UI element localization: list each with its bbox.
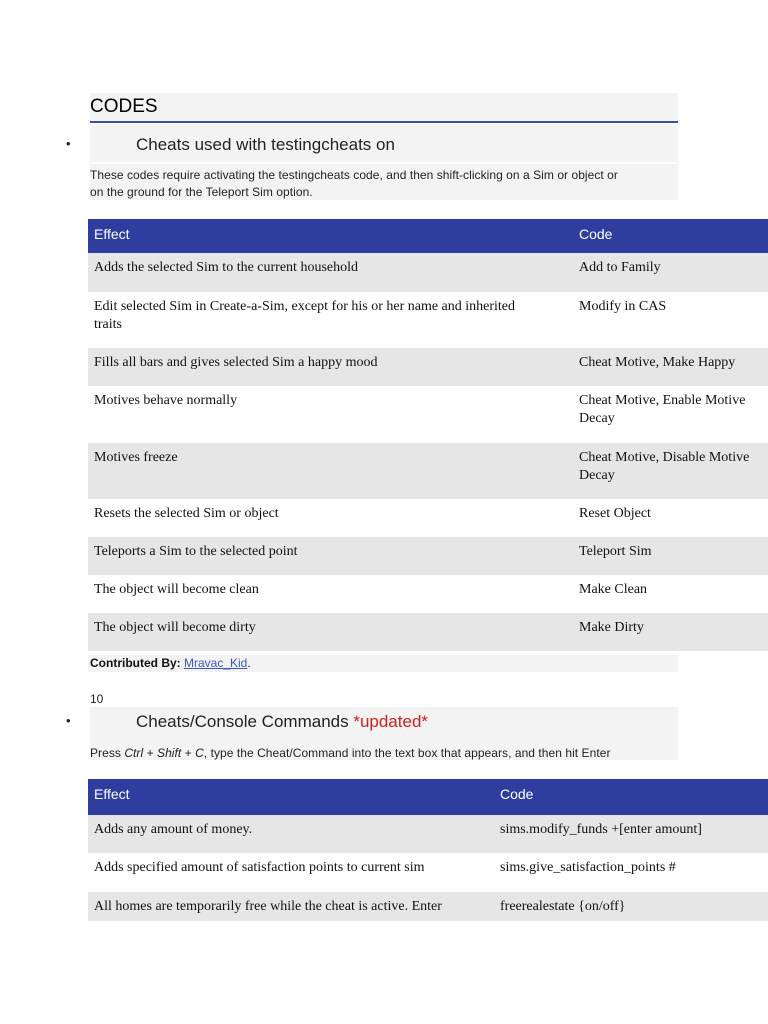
code-cell: [579, 354, 735, 372]
code-cell: [500, 898, 626, 916]
table-row: [88, 292, 768, 348]
contributed-suffix: .: [247, 656, 251, 670]
page-heading: CODES: [90, 95, 678, 123]
key-ctrl: Ctrl: [124, 746, 144, 760]
effect-line: Edit selected Sim in Create-a-Sim, except for his or her name and inherited: [94, 299, 516, 314]
code-line: Decay: [579, 411, 615, 426]
effect-line: The object will become clean: [94, 582, 259, 597]
code-line: Modify in CAS: [579, 299, 667, 314]
effect-cell: [94, 619, 256, 637]
effect-cell: [94, 259, 358, 277]
page-number: 10: [90, 692, 104, 706]
code-cell: [579, 392, 745, 428]
effect-line: Motives behave normally: [94, 393, 238, 408]
code-line: Cheat Motive, Disable Motive: [579, 450, 750, 465]
code-line: sims.give_satisfaction_points #: [500, 860, 676, 875]
code-line: Cheat Motive, Enable Motive: [579, 393, 746, 408]
effect-cell: [94, 505, 279, 523]
effect-cell: [94, 298, 515, 334]
effect-cell: [94, 898, 442, 916]
effect-cell: [94, 392, 237, 410]
section1-intro-line-1: These codes require activating the testingcheats code, and then shift-clicking on a Sim or object or: [90, 168, 618, 182]
code-line: freerealestate {on/off}: [500, 899, 626, 914]
effect-line: Adds specified amount of satisfaction points to current sim: [94, 860, 425, 875]
table-header: [88, 219, 768, 253]
effect-line: All homes are temporarily free while the cheat is active. Enter: [94, 899, 442, 914]
code-cell: [579, 543, 652, 561]
section1-title: Cheats used with testingcheats on: [136, 135, 395, 154]
code-line: Make Clean: [579, 582, 648, 597]
code-cell: [579, 449, 749, 485]
header-code: Code: [579, 226, 613, 242]
table-row: [88, 348, 768, 386]
effect-cell: [94, 581, 259, 599]
effect-line: The object will become dirty: [94, 620, 256, 635]
testingcheats-table: [88, 219, 768, 651]
contributor-link[interactable]: Mravac_Kid: [184, 656, 248, 670]
table-row: [88, 892, 768, 921]
effect-line: Motives freeze: [94, 450, 178, 465]
table-row: [88, 575, 768, 613]
section2-title-text: Cheats/Console Commands: [136, 712, 354, 731]
effect-line: Resets the selected Sim or object: [94, 506, 279, 521]
table-row: [88, 443, 768, 499]
intro-text: +: [181, 746, 196, 760]
section1-intro-line-2: on the ground for the Teleport Sim option.: [90, 185, 313, 199]
header-effect: Effect: [94, 786, 130, 802]
contributed-label: Contributed By:: [90, 656, 181, 670]
code-cell: [579, 581, 647, 599]
header-effect: Effect: [94, 226, 130, 242]
table-row: [88, 537, 768, 575]
key-c: C: [195, 746, 204, 760]
effect-cell: [94, 543, 298, 561]
table-header: [88, 779, 768, 815]
section2-title: [136, 712, 428, 732]
contributed-by: [90, 656, 251, 670]
code-cell: [579, 505, 651, 523]
bullet-marker: •: [66, 713, 71, 728]
intro-text: , type the Cheat/Command into the text box that appears, and then hit Enter: [203, 746, 611, 760]
section1-intro: [90, 167, 618, 201]
code-line: Cheat Motive, Make Happy: [579, 355, 736, 370]
code-cell: [579, 619, 644, 637]
effect-cell: [94, 449, 178, 467]
code-line: Reset Object: [579, 506, 651, 521]
effect-cell: [94, 859, 425, 877]
table-row: [88, 815, 768, 853]
code-line: Teleport Sim: [579, 544, 652, 559]
effect-line: Adds the selected Sim to the current household: [94, 260, 358, 275]
code-line: Decay: [579, 468, 615, 483]
effect-cell: [94, 821, 252, 839]
table-row: [88, 386, 768, 443]
code-cell: [500, 859, 676, 877]
table-row: [88, 499, 768, 537]
effect-cell: [94, 354, 377, 372]
table-row: [88, 613, 768, 651]
key-shift: Shift: [157, 746, 182, 760]
bullet-marker: •: [66, 136, 71, 151]
effect-line: Teleports a Sim to the selected point: [94, 544, 298, 559]
code-cell: [579, 259, 661, 277]
table-row: [88, 253, 768, 292]
code-cell: [579, 298, 666, 316]
code-line: sims.modify_funds +[enter amount]: [500, 822, 702, 837]
section2-intro: [90, 745, 611, 762]
header-code: Code: [500, 786, 534, 802]
updated-badge: *updated*: [353, 712, 429, 731]
code-cell: [500, 821, 702, 839]
effect-line: Fills all bars and gives selected Sim a happy mood: [94, 355, 378, 370]
effect-line: Adds any amount of money.: [94, 822, 253, 837]
table-row: [88, 853, 768, 892]
code-line: Add to Family: [579, 260, 661, 275]
code-line: Make Dirty: [579, 620, 644, 635]
effect-line: traits: [94, 317, 122, 332]
console-commands-table: [88, 779, 768, 921]
intro-text: Press: [90, 746, 125, 760]
intro-text: +: [143, 746, 158, 760]
